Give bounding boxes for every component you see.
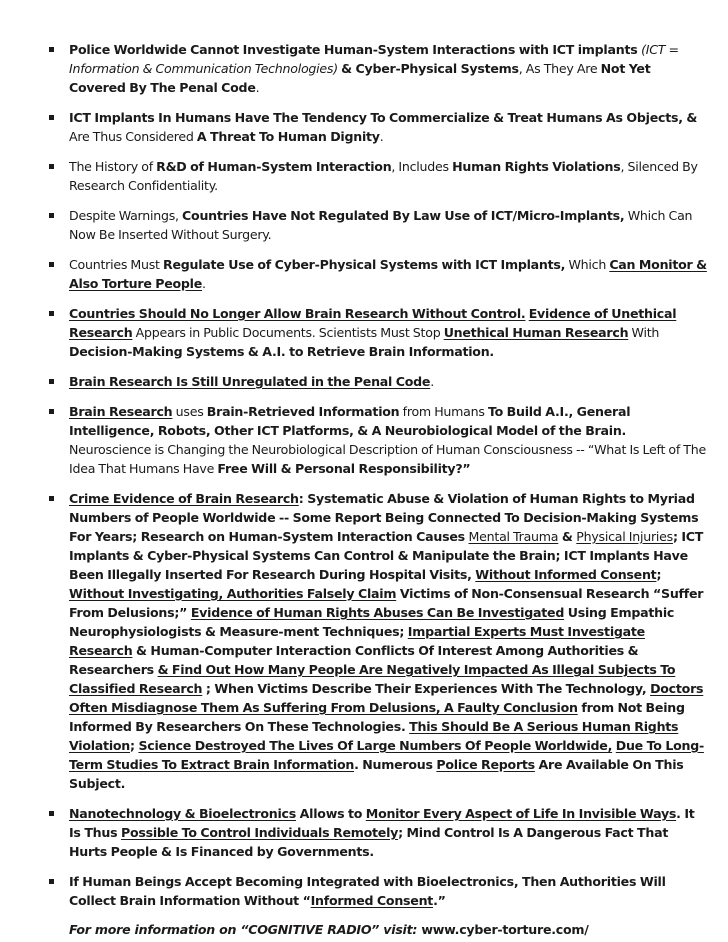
bold-text: Police Worldwide Cannot Investigate Human-System Interactions with ICT implants xyxy=(69,42,642,57)
square-bullet-icon xyxy=(49,47,54,52)
bold-text: A Threat To Human Dignity xyxy=(196,129,380,144)
text-segment: Neuroscience is Changing the Neurobiological Description of Human Consciousness -- “What Is Left of The Idea That Humans Have xyxy=(69,442,706,476)
underlined-text: Monitor Every Aspect of Life In Invisible Ways xyxy=(365,806,677,821)
underlined-text: Brain Research Is Still Unregulated in the Penal Code xyxy=(69,374,431,389)
text-segment: . xyxy=(255,80,260,95)
underlined-text: Without Informed Consent xyxy=(475,567,657,582)
bold-text: & Human-Computer Interaction Conflicts Of Interest Among Authorities & Researchers xyxy=(69,643,639,677)
square-bullet-icon xyxy=(49,811,54,816)
text-segment: The History of xyxy=(69,159,157,174)
text-segment: With xyxy=(628,325,660,340)
text-segment: Are Thus Considered xyxy=(69,129,197,144)
bullet-item xyxy=(69,489,708,793)
bold-text: Allows to xyxy=(296,806,366,821)
underlined-text: Evidence of Unethical Research xyxy=(69,306,677,340)
bullet-item xyxy=(69,872,708,910)
text-segment: uses xyxy=(172,404,207,419)
bold-text: Regulate Use of Cyber-Physical Systems with ICT Implants, xyxy=(163,257,566,272)
text-segment: , Silenced By Research Confidentiality. xyxy=(69,159,698,193)
bold-text: Victims of Non-Consensual Research “Suffer From Delusions;” xyxy=(69,586,704,620)
square-bullet-icon xyxy=(49,164,54,169)
underlined-text: Possible To Control Individuals Remotely xyxy=(120,825,399,840)
bold-text: ; xyxy=(130,738,139,753)
bullet-list xyxy=(69,40,708,910)
bullet-item xyxy=(69,206,708,244)
footer-note xyxy=(69,920,708,939)
bold-text: Not Yet Covered By The Penal Code xyxy=(69,61,651,95)
underlined-text: Doctors Often Misdiagnose Them As Suffering From Delusions, A Faulty Conclusion xyxy=(69,681,704,715)
underlined-text: Science Destroyed The Lives Of Large Numbers Of People Worldwide, xyxy=(138,738,613,753)
bold-text: ; ICT Implants & Cyber-Physical Systems Can Control & Manipulate the Brain; ICT Implants Have Been Illegally Inserted For Research During Hospital Visits, xyxy=(69,529,704,582)
bold-text: ; When Victims Describe Their Experiences With The Technology, xyxy=(202,681,651,696)
bold-text: Decision-Making Systems & A.I. to Retrieve Brain Information. xyxy=(69,344,494,359)
bullet-item xyxy=(69,402,708,478)
square-bullet-icon xyxy=(49,262,54,267)
bold-text: ; xyxy=(656,567,662,582)
bold-text: . It Is Thus xyxy=(69,806,695,840)
underlined-text: Without Investigating, Authorities Falsely Claim xyxy=(69,586,397,601)
text-segment: Despite Warnings, xyxy=(69,208,183,223)
underlined-text: Nanotechnology & Bioelectronics xyxy=(69,806,297,821)
bold-text: : Systematic Abuse & Violation of Human Rights to Myriad Numbers of People Worldwide -- Some Report Being Connected To Decision-Making Systems For Years; Research on Human-System Interaction Causes xyxy=(69,491,699,544)
bold-text: Free Will & Personal Responsibility?” xyxy=(217,461,471,476)
text-segment: Which Can Now Be Inserted Without Surgery. xyxy=(69,208,693,242)
bold-text: Human Rights Violations xyxy=(452,159,621,174)
bold-text: Using Empathic Neurophysiologists & Measure-ment Techniques; xyxy=(69,605,675,639)
bullet-item xyxy=(69,304,708,361)
underlined-text: Informed Consent xyxy=(310,893,434,908)
underlined-text: Evidence of Human Rights Abuses Can Be Investigated xyxy=(190,605,565,620)
bold-text: ICT Implants In Humans Have The Tendency To Commercialize & Treat Humans As Objects, & xyxy=(69,110,698,125)
text-segment: Countries Must xyxy=(69,257,163,272)
underlined-text: Crime Evidence of Brain Research xyxy=(69,491,299,506)
text-segment: from Humans xyxy=(399,404,488,419)
underlined-text: This Should Be A Serious Human Rights Violation xyxy=(69,719,679,753)
bold-text: To Build A.I., General Intelligence, Robots, Other ICT Platforms, & A Neurobiological Model of the Brain. xyxy=(69,404,631,438)
bold-text: & xyxy=(558,529,577,544)
underlined-text: Countries Should No Longer Allow Brain Research Without Control. xyxy=(69,306,526,321)
bold-text: If Human Beings Accept Becoming Integrated with Bioelectronics, Then Authorities Will Collect Brain Information Without “ xyxy=(69,874,666,908)
text-segment: . xyxy=(430,374,434,389)
text-segment: Appears in Public Documents. Scientists Must Stop xyxy=(132,325,444,340)
bold-text: .” xyxy=(433,893,446,908)
bold-text: ; Mind Control Is A Dangerous Fact That Hurts People & Is Financed by Governments. xyxy=(69,825,669,859)
underlined-text: Physical Injuries xyxy=(576,529,673,544)
square-bullet-icon xyxy=(49,409,54,414)
square-bullet-icon xyxy=(49,311,54,316)
underlined-text: Can Monitor & Also Torture People xyxy=(69,257,707,291)
underlined-text: Impartial Experts Must Investigate Research xyxy=(69,624,645,658)
underlined-text: Due To Long-Term Studies To Extract Brain Information xyxy=(69,738,704,772)
underlined-text: Mental Trauma xyxy=(468,529,559,544)
square-bullet-icon xyxy=(49,379,54,384)
underlined-text: Unethical Human Research xyxy=(443,325,629,340)
bold-text: R&D of Human-System Interaction xyxy=(156,159,392,174)
bullet-item xyxy=(69,108,708,146)
bold-text: Are Available On This Subject. xyxy=(69,757,684,791)
bullet-item xyxy=(69,255,708,293)
bold-text: Countries Have Not Regulated By Law Use of ICT/Micro-Implants, xyxy=(182,208,625,223)
square-bullet-icon xyxy=(49,213,54,218)
text-segment: Which xyxy=(565,257,610,272)
text-segment: , Includes xyxy=(391,159,453,174)
square-bullet-icon xyxy=(49,879,54,884)
text-segment: . xyxy=(202,276,206,291)
bullet-item xyxy=(69,804,708,861)
text-segment: (ICT = Information & Communication Technologies) xyxy=(69,42,679,76)
footer-link[interactable]: www.cyber-torture.com/ xyxy=(421,922,589,937)
text-segment: . xyxy=(379,129,384,144)
underlined-text: & Find Out How Many People Are Negatively Impacted As Illegal Subjects To Classified Research xyxy=(69,662,676,696)
bullet-item xyxy=(69,157,708,195)
bold-text: Brain-Retrieved Information xyxy=(206,404,400,419)
underlined-text: Police Reports xyxy=(436,757,535,772)
bold-text: & Cyber-Physical Systems xyxy=(341,61,519,76)
bullet-item xyxy=(69,372,708,391)
bullet-item xyxy=(69,40,708,97)
text-segment: , As They Are xyxy=(518,61,601,76)
footer-prefix: For more information on “COGNITIVE RADIO” visit: xyxy=(69,922,422,937)
bold-text: from Not Being Informed By Researchers On These Technologies. xyxy=(69,700,685,734)
bold-text: . Numerous xyxy=(354,757,437,772)
square-bullet-icon xyxy=(49,496,54,501)
square-bullet-icon xyxy=(49,115,54,120)
underlined-text: Brain Research xyxy=(69,404,173,419)
